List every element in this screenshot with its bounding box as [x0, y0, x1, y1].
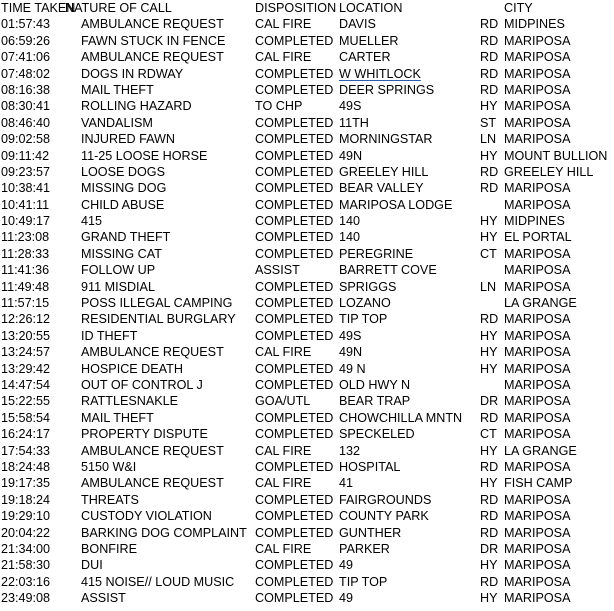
- cell-street-suffix: RD: [480, 181, 499, 196]
- cell-nature: LOOSE DOGS: [81, 164, 165, 179]
- cell-location: 132: [339, 443, 361, 458]
- cell-location: BEAR TRAP: [339, 394, 411, 409]
- cell-nature: MISSING DOG: [81, 181, 167, 196]
- cell-time: 11:41:36: [1, 263, 50, 278]
- cell-time: 01:57:43: [1, 17, 51, 32]
- cell-street-suffix: HY: [480, 558, 498, 573]
- cell-time: 11:28:33: [1, 246, 50, 261]
- cell-time: 14:47:54: [1, 377, 51, 392]
- table-row: [0, 131, 614, 147]
- cell-city: MARIPOSA: [504, 279, 571, 294]
- cell-time: 10:38:41: [1, 181, 51, 196]
- cell-city: MARIPOSA: [504, 312, 571, 327]
- cell-time: 13:29:42: [1, 361, 51, 376]
- cell-disposition: COMPLETED: [255, 82, 334, 97]
- cell-disposition: COMPLETED: [255, 214, 334, 229]
- cell-street-suffix: RD: [480, 312, 499, 327]
- cell-city: MARIPOSA: [504, 181, 571, 196]
- cell-location: TIP TOP: [339, 312, 388, 327]
- cell-nature: ASSIST: [81, 591, 126, 606]
- cell-nature: INJURED FAWN: [81, 132, 175, 147]
- cell-city: EL PORTAL: [504, 230, 572, 245]
- cell-nature: OUT OF CONTROL J: [81, 377, 203, 392]
- cell-disposition: COMPLETED: [255, 509, 334, 524]
- cell-nature: VANDALISM: [81, 115, 153, 130]
- cell-disposition: CAL FIRE: [255, 50, 312, 65]
- cell-city: LA GRANGE: [504, 296, 577, 311]
- cell-time: 21:34:00: [1, 541, 51, 556]
- cell-time: 23:49:08: [1, 591, 51, 606]
- cell-nature: MISSING CAT: [81, 246, 162, 261]
- cell-nature: MAIL THEFT: [81, 82, 154, 97]
- cell-street-suffix: HY: [480, 230, 498, 245]
- cell-disposition: COMPLETED: [255, 279, 334, 294]
- cell-city: MOUNT BULLION: [504, 148, 608, 163]
- cell-disposition: COMPLETED: [255, 328, 334, 343]
- cell-time: 09:11:42: [1, 148, 50, 163]
- table-row: [0, 229, 614, 245]
- cell-time: 16:24:17: [1, 427, 51, 442]
- cell-location: W WHITLOCK: [339, 66, 421, 81]
- cell-location: 49S: [339, 99, 362, 114]
- cell-nature: 415 NOISE// LOUD MUSIC: [81, 574, 235, 589]
- cell-street-suffix: RD: [480, 574, 499, 589]
- cell-location: PARKER: [339, 541, 390, 556]
- cell-location: 49N: [339, 345, 363, 360]
- cell-street-suffix: HY: [480, 361, 498, 376]
- table-row: [0, 197, 614, 213]
- table-row: [0, 180, 614, 196]
- cell-time: 11:23:08: [1, 230, 50, 245]
- cell-street-suffix: LN: [480, 279, 497, 294]
- cell-street-suffix: HY: [480, 345, 498, 360]
- table-row: [0, 311, 614, 327]
- cell-disposition: COMPLETED: [255, 427, 334, 442]
- cell-street-suffix: RD: [480, 410, 499, 425]
- cell-time: 09:02:58: [1, 132, 51, 147]
- cell-disposition: COMPLETED: [255, 312, 334, 327]
- cell-city: MARIPOSA: [504, 492, 571, 507]
- table-row: [0, 508, 614, 524]
- cell-location: 140: [339, 214, 361, 229]
- cell-time: 19:18:24: [1, 492, 51, 507]
- cell-time: 10:49:17: [1, 214, 51, 229]
- table-row: [0, 344, 614, 360]
- cell-disposition: COMPLETED: [255, 361, 334, 376]
- cell-location: MUELLER: [339, 33, 399, 48]
- cell-nature: AMBULANCE REQUEST: [81, 50, 224, 65]
- cell-nature: THREATS: [81, 492, 139, 507]
- cell-city: MARIPOSA: [504, 525, 571, 540]
- cell-disposition: COMPLETED: [255, 492, 334, 507]
- cell-time: 19:29:10: [1, 509, 51, 524]
- table-row: [0, 361, 614, 377]
- cell-time: 06:59:26: [1, 33, 51, 48]
- cell-city: MARIPOSA: [504, 361, 571, 376]
- cell-street-suffix: RD: [480, 509, 499, 524]
- cell-city: MARIPOSA: [504, 50, 571, 65]
- cell-city: LA GRANGE: [504, 443, 577, 458]
- cell-city: MARIPOSA: [504, 132, 571, 147]
- cell-disposition: CAL FIRE: [255, 476, 312, 491]
- cell-city: MARIPOSA: [504, 263, 571, 278]
- cell-location: HOSPITAL: [339, 459, 401, 474]
- table-row: [0, 16, 614, 32]
- cell-street-suffix: RD: [480, 164, 499, 179]
- cell-street-suffix: RD: [480, 17, 499, 32]
- cell-street-suffix: RD: [480, 525, 499, 540]
- cell-street-suffix: ST: [480, 115, 497, 130]
- cell-disposition: COMPLETED: [255, 230, 334, 245]
- table-row: [0, 279, 614, 295]
- header-disposition: DISPOSITION: [255, 1, 337, 15]
- cell-nature: FAWN STUCK IN FENCE: [81, 33, 226, 48]
- cell-location: 49 N: [339, 361, 366, 376]
- cell-location: LOZANO: [339, 296, 391, 311]
- cell-location: 41: [339, 476, 354, 491]
- cell-disposition: COMPLETED: [255, 459, 334, 474]
- cell-street-suffix: RD: [480, 33, 499, 48]
- cell-nature: CUSTODY VIOLATION: [81, 509, 212, 524]
- table-row: [0, 426, 614, 442]
- cell-location: MARIPOSA LODGE: [339, 197, 453, 212]
- cell-nature: PROPERTY DISPUTE: [81, 427, 208, 442]
- cell-city: MARIPOSA: [504, 459, 571, 474]
- cell-nature: BARKING DOG COMPLAINT: [81, 525, 247, 540]
- cell-disposition: COMPLETED: [255, 132, 334, 147]
- cell-street-suffix: HY: [480, 443, 498, 458]
- cell-location: 49N: [339, 148, 363, 163]
- cell-location: GREELEY HILL: [339, 164, 429, 179]
- cell-location: 49: [339, 591, 354, 606]
- cell-city: MIDPINES: [504, 17, 565, 32]
- table-row: [0, 475, 614, 491]
- cell-disposition: COMPLETED: [255, 246, 334, 261]
- cell-time: 12:26:12: [1, 312, 51, 327]
- table-body: [0, 16, 614, 606]
- table-row: [0, 393, 614, 409]
- cell-street-suffix: RD: [480, 459, 499, 474]
- cell-city: MARIPOSA: [504, 394, 571, 409]
- cell-nature: ID THEFT: [81, 328, 138, 343]
- cell-location: COUNTY PARK: [339, 509, 429, 524]
- table-row: [0, 82, 614, 98]
- cell-disposition: COMPLETED: [255, 115, 334, 130]
- header-nature-of-call: NATURE OF CALL: [65, 1, 172, 15]
- cell-location: TIP TOP: [339, 574, 388, 589]
- cell-time: 13:24:57: [1, 345, 51, 360]
- cell-location: GUNTHER: [339, 525, 402, 540]
- cell-time: 11:57:15: [1, 296, 50, 311]
- cell-location: BARRETT COVE: [339, 263, 437, 278]
- cell-disposition: GOA/UTL: [255, 394, 311, 409]
- cell-city: MARIPOSA: [504, 574, 571, 589]
- cell-location: FAIRGROUNDS: [339, 492, 432, 507]
- table-row: [0, 492, 614, 508]
- cell-location: BEAR VALLEY: [339, 181, 424, 196]
- cell-nature: RATTLESNAKLE: [81, 394, 179, 409]
- cell-nature: AMBULANCE REQUEST: [81, 345, 224, 360]
- cell-nature: GRAND THEFT: [81, 230, 171, 245]
- cell-time: 18:24:48: [1, 459, 51, 474]
- cell-city: MARIPOSA: [504, 541, 571, 556]
- cell-time: 22:03:16: [1, 574, 51, 589]
- cell-street-suffix: LN: [480, 132, 497, 147]
- cell-location: CHOWCHILLA MNTN: [339, 410, 463, 425]
- header-time-taken: TIME TAKEN: [1, 1, 76, 15]
- cell-street-suffix: RD: [480, 50, 499, 65]
- table-row: [0, 328, 614, 344]
- cell-city: MARIPOSA: [504, 33, 571, 48]
- cell-location: CARTER: [339, 50, 391, 65]
- cell-nature: DUI: [81, 558, 103, 573]
- cell-disposition: COMPLETED: [255, 591, 334, 606]
- cell-location: OLD HWY N: [339, 377, 411, 392]
- cell-time: 10:41:11: [1, 197, 50, 212]
- cell-disposition: ASSIST: [255, 263, 300, 278]
- cell-nature: 5150 W&I: [81, 459, 137, 474]
- cell-nature: AMBULANCE REQUEST: [81, 17, 224, 32]
- cell-city: MARIPOSA: [504, 509, 571, 524]
- table-row: [0, 98, 614, 114]
- cell-disposition: COMPLETED: [255, 148, 334, 163]
- table-row: [0, 49, 614, 65]
- cell-disposition: COMPLETED: [255, 181, 334, 196]
- cell-time: 15:22:55: [1, 394, 51, 409]
- cell-disposition: COMPLETED: [255, 558, 334, 573]
- cell-time: 08:46:40: [1, 115, 51, 130]
- cell-city: MARIPOSA: [504, 328, 571, 343]
- cell-city: MARIPOSA: [504, 82, 571, 97]
- table-row: [0, 164, 614, 180]
- cell-nature: 911 MISDIAL: [81, 279, 155, 294]
- cell-nature: MAIL THEFT: [81, 410, 154, 425]
- cell-time: 07:41:06: [1, 50, 51, 65]
- table-row: [0, 410, 614, 426]
- table-row: [0, 148, 614, 164]
- cell-street-suffix: HY: [480, 148, 498, 163]
- cell-city: MIDPINES: [504, 214, 565, 229]
- cell-time: 17:54:33: [1, 443, 51, 458]
- cell-nature: AMBULANCE REQUEST: [81, 476, 224, 491]
- table-row: [0, 295, 614, 311]
- cell-nature: 415: [81, 214, 103, 229]
- table-row: [0, 66, 614, 82]
- cell-city: MARIPOSA: [504, 345, 571, 360]
- cell-city: MARIPOSA: [504, 66, 571, 81]
- cell-street-suffix: CT: [480, 246, 497, 261]
- cell-city: MARIPOSA: [504, 377, 571, 392]
- cell-nature: BONFIRE: [81, 541, 137, 556]
- table-row: [0, 590, 614, 606]
- cell-time: 20:04:22: [1, 525, 51, 540]
- cell-location: 49: [339, 558, 354, 573]
- cell-nature: AMBULANCE REQUEST: [81, 443, 224, 458]
- cell-disposition: COMPLETED: [255, 574, 334, 589]
- header-row: [0, 0, 614, 16]
- cell-street-suffix: HY: [480, 99, 498, 114]
- table-row: [0, 213, 614, 229]
- cell-nature: POSS ILLEGAL CAMPING: [81, 296, 233, 311]
- cell-disposition: CAL FIRE: [255, 17, 312, 32]
- cell-disposition: COMPLETED: [255, 164, 334, 179]
- cell-location: SPECKELED: [339, 427, 415, 442]
- cell-time: 08:30:41: [1, 99, 51, 114]
- cell-city: MARIPOSA: [504, 591, 571, 606]
- table-row: [0, 33, 614, 49]
- cell-street-suffix: RD: [480, 82, 499, 97]
- table-row: [0, 115, 614, 131]
- cell-disposition: COMPLETED: [255, 33, 334, 48]
- cell-time: 21:58:30: [1, 558, 51, 573]
- cell-city: MARIPOSA: [504, 197, 571, 212]
- cell-nature: 11-25 LOOSE HORSE: [81, 148, 208, 163]
- table-row: [0, 541, 614, 557]
- cell-street-suffix: HY: [480, 476, 498, 491]
- cell-nature: FOLLOW UP: [81, 263, 156, 278]
- table-row: [0, 377, 614, 393]
- table-row: [0, 443, 614, 459]
- cell-city: FISH CAMP: [504, 476, 573, 491]
- cell-disposition: COMPLETED: [255, 525, 334, 540]
- cell-street-suffix: HY: [480, 328, 498, 343]
- cell-disposition: COMPLETED: [255, 296, 334, 311]
- cell-city: MARIPOSA: [504, 427, 571, 442]
- cell-nature: DOGS IN RDWAY: [81, 66, 184, 81]
- cell-nature: CHILD ABUSE: [81, 197, 165, 212]
- cell-city: GREELEY HILL: [504, 164, 594, 179]
- table-row: [0, 246, 614, 262]
- cell-street-suffix: HY: [480, 214, 498, 229]
- cell-street-suffix: HY: [480, 591, 498, 606]
- cell-time: 07:48:02: [1, 66, 51, 81]
- table-row: [0, 262, 614, 278]
- cell-time: 13:20:55: [1, 328, 51, 343]
- cell-city: MARIPOSA: [504, 410, 571, 425]
- cell-nature: ROLLING HAZARD: [81, 99, 192, 114]
- cell-location: PEREGRINE: [339, 246, 414, 261]
- cell-time: 15:58:54: [1, 410, 51, 425]
- cell-time: 09:23:57: [1, 164, 51, 179]
- cell-nature: HOSPICE DEATH: [81, 361, 183, 376]
- cell-disposition: COMPLETED: [255, 377, 334, 392]
- cell-disposition: CAL FIRE: [255, 541, 312, 556]
- cell-nature: RESIDENTIAL BURGLARY: [81, 312, 236, 327]
- cell-location: 140: [339, 230, 361, 245]
- cell-street-suffix: RD: [480, 492, 499, 507]
- cell-location: 11TH: [339, 115, 369, 130]
- cell-location: SPRIGGS: [339, 279, 397, 294]
- header-location: LOCATION: [339, 1, 403, 15]
- cell-city: MARIPOSA: [504, 99, 571, 114]
- cell-location: MORNINGSTAR: [339, 132, 433, 147]
- cell-time: 08:16:38: [1, 82, 51, 97]
- cell-disposition: COMPLETED: [255, 66, 334, 81]
- cell-time: 11:49:48: [1, 279, 50, 294]
- cell-street-suffix: CT: [480, 427, 497, 442]
- cell-disposition: CAL FIRE: [255, 443, 312, 458]
- cell-street-suffix: DR: [480, 541, 499, 556]
- cell-disposition: TO CHP: [255, 99, 303, 114]
- cell-location: 49S: [339, 328, 362, 343]
- table-row: [0, 574, 614, 590]
- table-row: [0, 557, 614, 573]
- cell-disposition: CAL FIRE: [255, 345, 312, 360]
- table-row: [0, 525, 614, 541]
- cell-location: DAVIS: [339, 17, 376, 32]
- cell-city: MARIPOSA: [504, 115, 571, 130]
- cell-city: MARIPOSA: [504, 558, 571, 573]
- cell-disposition: COMPLETED: [255, 410, 334, 425]
- cell-time: 19:17:35: [1, 476, 51, 491]
- cell-city: MARIPOSA: [504, 246, 571, 261]
- table-row: [0, 459, 614, 475]
- cell-street-suffix: RD: [480, 66, 499, 81]
- header-city: CITY: [504, 1, 533, 15]
- cell-location: DEER SPRINGS: [339, 82, 435, 97]
- cell-disposition: COMPLETED: [255, 197, 334, 212]
- cell-street-suffix: DR: [480, 394, 499, 409]
